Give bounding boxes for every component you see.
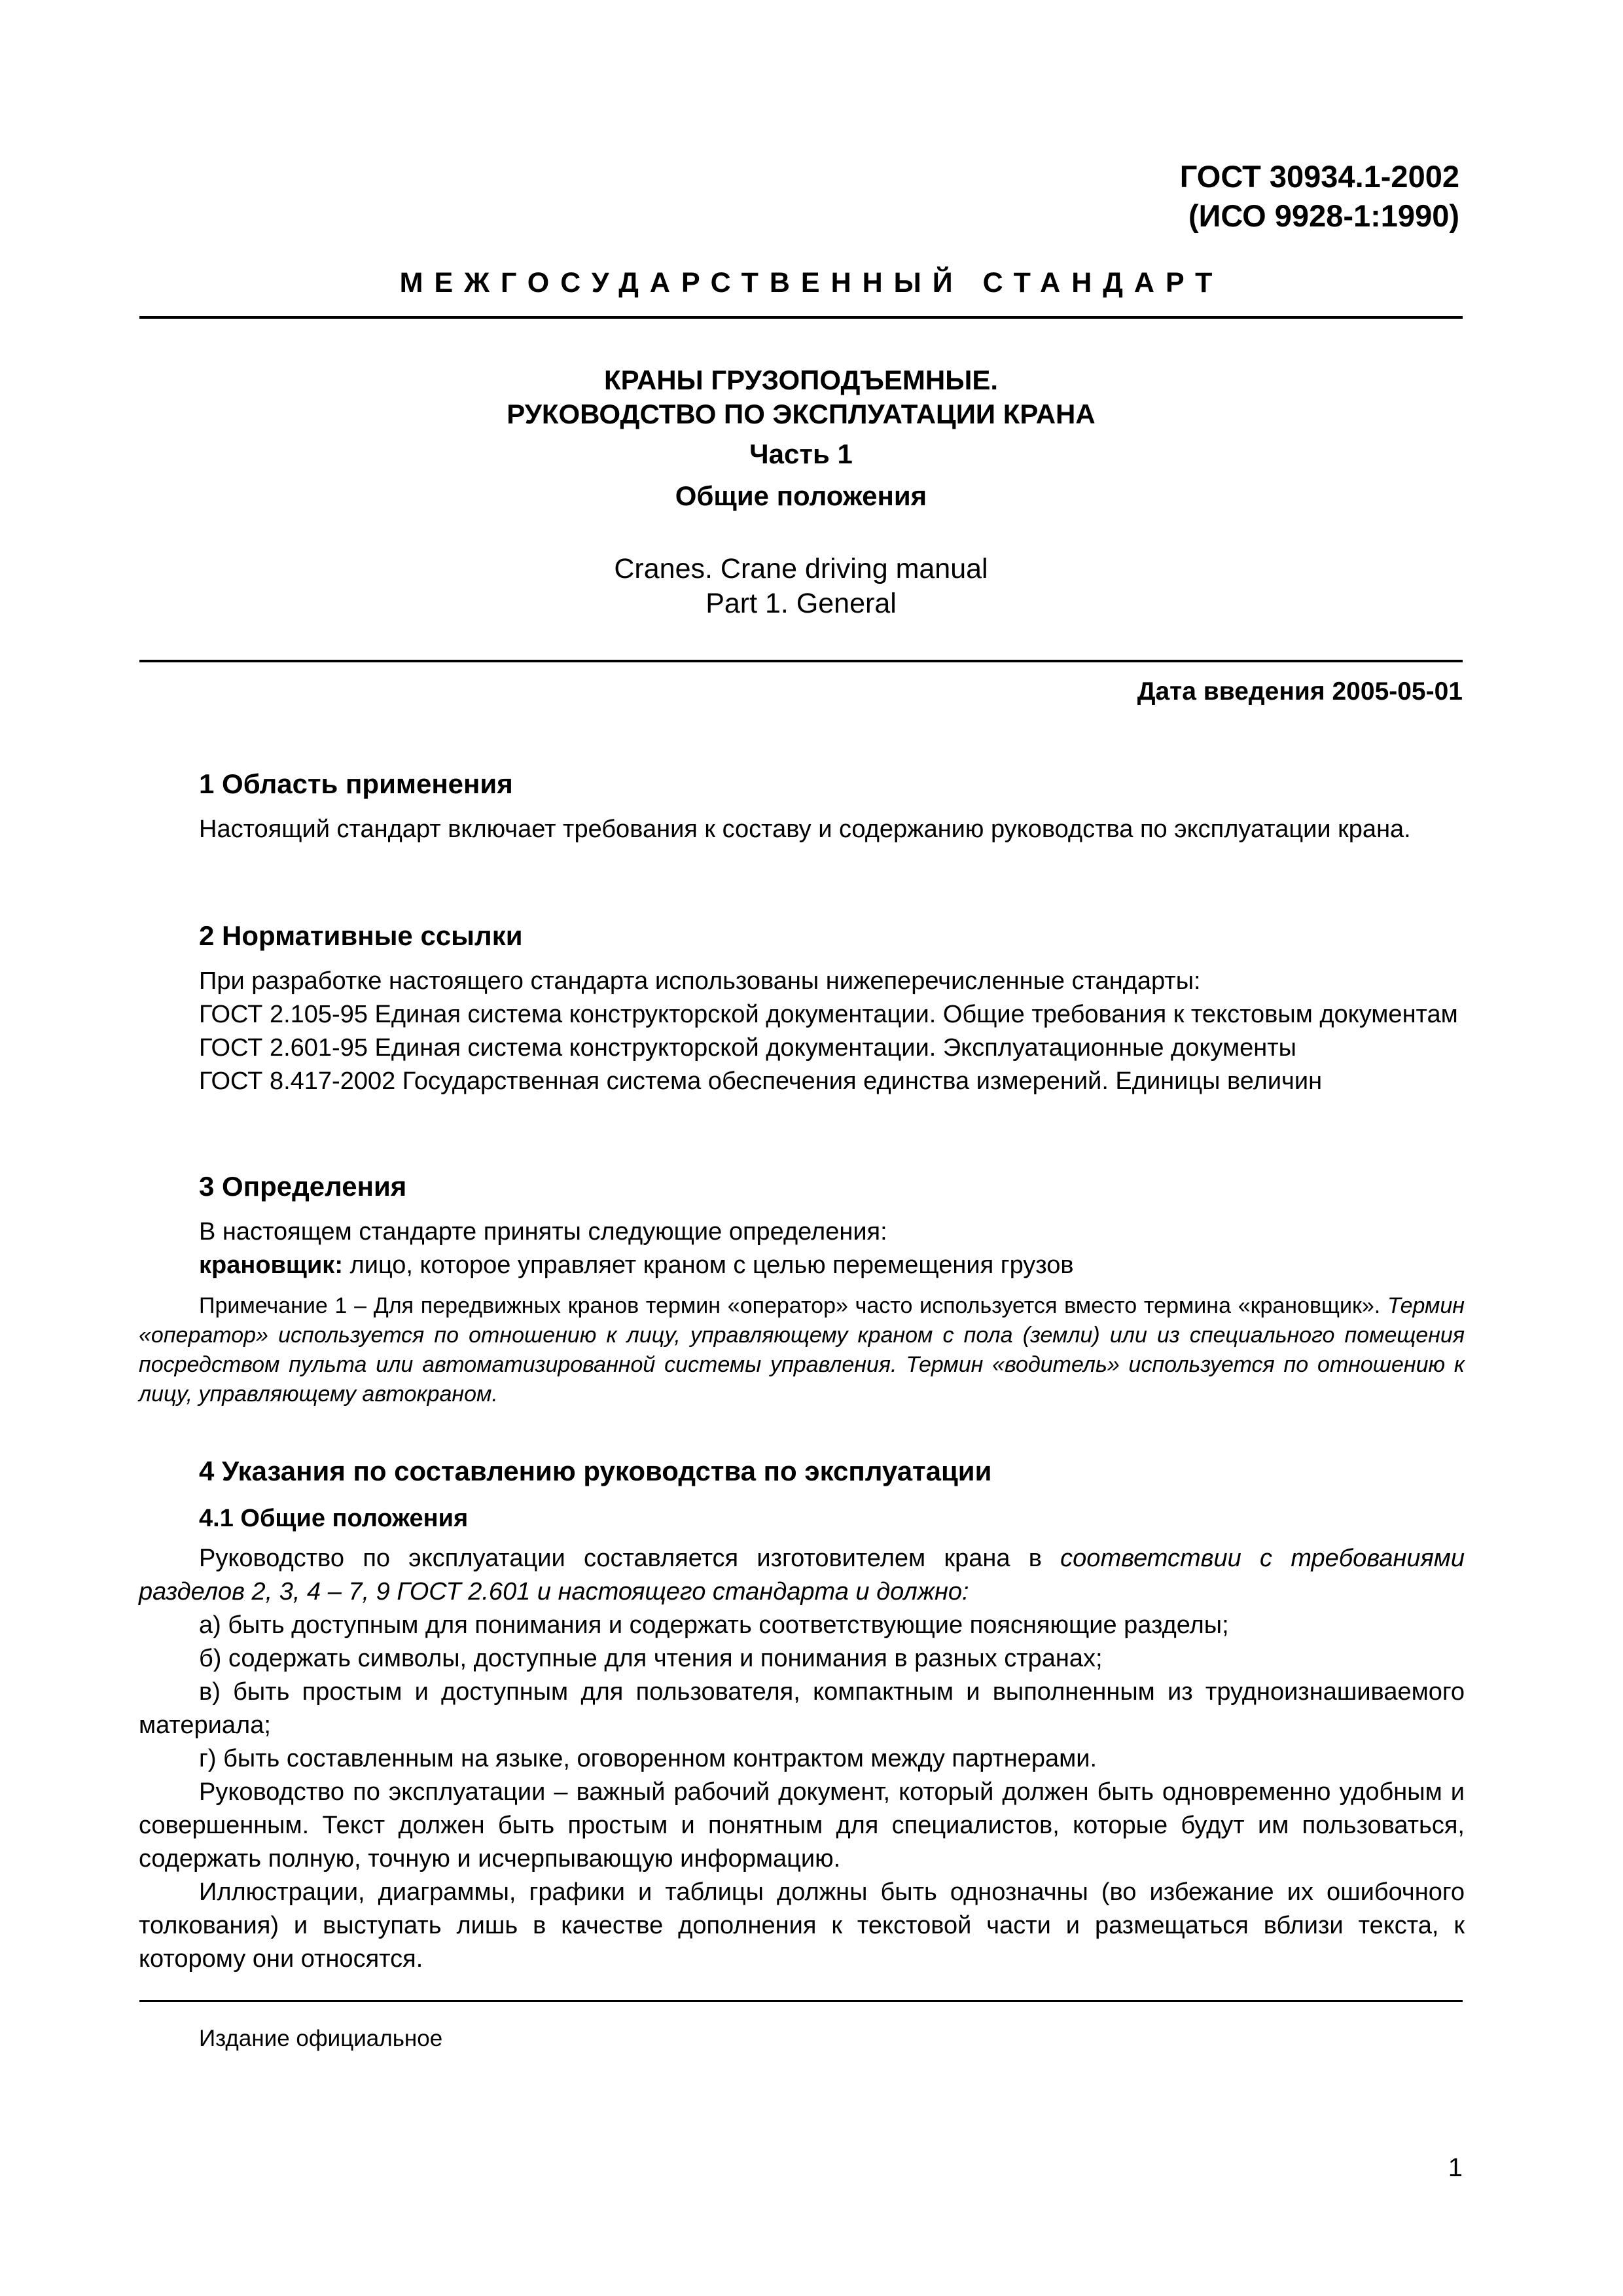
standard-type: МЕЖГОСУДАРСТВЕННЫЙ СТАНДАРТ xyxy=(399,267,1224,298)
reference-item: ГОСТ 2.105-95 Единая система конструкторской документации. Общие требования к текстовым документам xyxy=(199,1001,1458,1028)
paragraph: Иллюстрации, диаграммы, графики и таблицы должны быть однозначны (во избежание их ошибочного толкования) и выступать лишь в качестве дополнения к текстовой части и размещаться вблизи текста, к которому они относятся. xyxy=(139,1878,1465,1973)
term-definition: лицо, которое управляет краном с целью перемещения грузов xyxy=(342,1251,1074,1279)
list-item: б) содержать символы, доступные для чтения и понимания в разных странах; xyxy=(199,1645,1103,1672)
note-italic-text: Термин «оператор» используется по отношению к лицу, управляющему краном с пола (земли) или из специального помещения посредством пульта или автоматизированной системы управления. Термин «водитель» используется по отношению к лицу, управляющему автокраном. xyxy=(139,1293,1465,1407)
edition-label: Издание официальное xyxy=(199,2026,443,2051)
title-subtitle: Общие положения xyxy=(675,480,927,511)
document-title xyxy=(139,363,1463,431)
list-item: г) быть составленным на языке, оговоренном контрактом между партнерами. xyxy=(199,1745,1097,1772)
page-number: 1 xyxy=(1448,2153,1463,2182)
paragraph-text: Руководство по эксплуатации составляется изготовителем крана в xyxy=(199,1545,1061,1572)
section-3 xyxy=(139,1167,1465,1409)
document-identifier xyxy=(1180,157,1459,236)
list-item: а) быть доступным для понимания и содержать соответствующие поясняющие разделы; xyxy=(199,1611,1229,1639)
title-line-2: РУКОВОДСТВО ПО ЭКСПЛУАТАЦИИ КРАНА xyxy=(507,399,1096,429)
reference-item: ГОСТ 8.417-2002 Государственная система обеспечения единства измерений. Единицы величин xyxy=(199,1067,1323,1095)
english-title-line-1: Cranes. Crane driving manual xyxy=(614,553,988,584)
paragraph xyxy=(139,1542,1465,1609)
paragraph: В настоящем стандарте приняты следующие определения: xyxy=(199,1218,887,1246)
divider xyxy=(139,660,1463,662)
definition xyxy=(139,1249,1465,1282)
footer-divider xyxy=(139,2000,1463,2002)
section-2 xyxy=(139,916,1465,1098)
section-heading: 3 Определения xyxy=(199,1171,407,1202)
paragraph: Настоящий стандарт включает требования к составу и содержанию руководства по эксплуатации крана. xyxy=(199,816,1411,843)
section-heading: 1 Область применения xyxy=(199,768,513,799)
note xyxy=(139,1291,1465,1409)
iso-number: (ИСО 9928-1:1990) xyxy=(1188,198,1459,233)
paragraph: Руководство по эксплуатации – важный рабочий документ, который должен быть одновременно удобным и совершенным. Текст должен быть простым и понятным для специалистов, которые будут им пользоваться, содержать полную, точную и исчерпывающую информацию. xyxy=(139,1778,1465,1873)
section-heading: 2 Нормативные ссылки xyxy=(199,920,523,951)
title-line-1: КРАНЫ ГРУЗОПОДЪЕМНЫЕ. xyxy=(603,365,999,395)
english-title xyxy=(139,552,1463,621)
reference-item: ГОСТ 2.601-95 Единая система конструкторской документации. Эксплуатационные документы xyxy=(199,1034,1296,1062)
section-1 xyxy=(139,764,1465,846)
paragraph: При разработке настоящего стандарта использованы нижеперечисленные стандарты: xyxy=(199,967,1201,995)
subsection-heading: 4.1 Общие положения xyxy=(199,1505,469,1532)
divider xyxy=(139,316,1463,319)
gost-number: ГОСТ 30934.1-2002 xyxy=(1179,159,1459,194)
introduction-date: Дата введения 2005-05-01 xyxy=(1137,677,1463,706)
title-part: Часть 1 xyxy=(749,439,853,469)
english-title-line-2: Part 1. General xyxy=(705,588,897,619)
term: крановщик: xyxy=(199,1251,343,1279)
paragraph-italic-text: соответствии с требованиями разделов 2, 3, 4 – 7, 9 ГОСТ 2.601 и настоящего стандарта и должно: xyxy=(139,1545,1465,1605)
section-heading: 4 Указания по составлению руководства по эксплуатации xyxy=(199,1456,992,1486)
list-item: в) быть простым и доступным для пользователя, компактным и выполненным из трудноизнашиваемого материала; xyxy=(139,1678,1465,1739)
section-4 xyxy=(139,1452,1465,1976)
note-text: Примечание 1 – Для передвижных кранов термин «оператор» часто используется вместо термина «крановщик». xyxy=(199,1293,1387,1318)
